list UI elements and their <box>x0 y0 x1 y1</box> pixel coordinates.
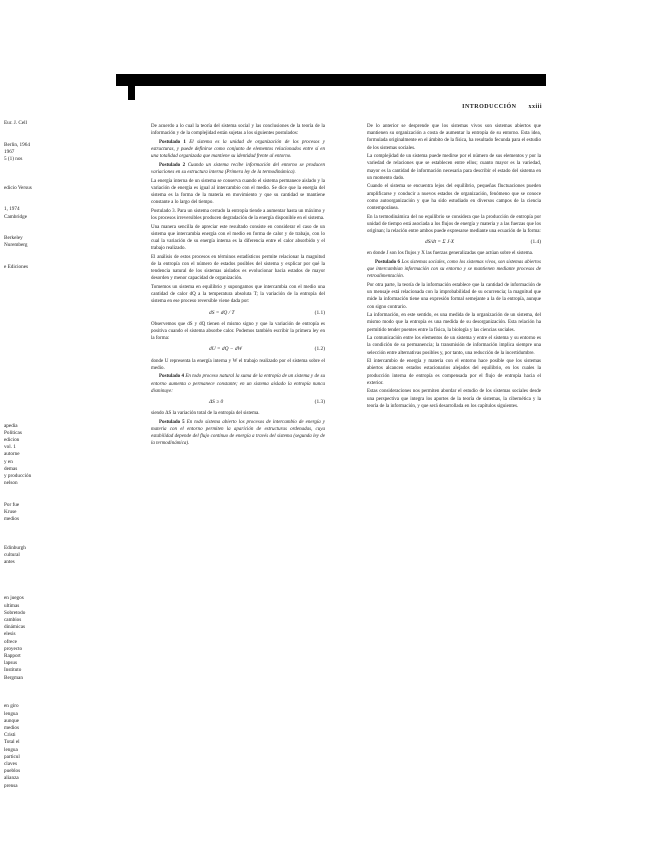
margin-note: antes <box>4 559 15 566</box>
margin-note <box>4 134 44 141</box>
paragraph-text: siendo ΔS la variación total de la entropía del sistema. <box>151 411 260 417</box>
margin-note: particul <box>4 753 20 760</box>
paragraph-text: Postulado 3. Para un sistema cerrado la entropía tiende a aumentar hasta un máximo y los procesos irreversibles producen degradación de la energía disponible en el sistema. <box>151 208 325 221</box>
paragraph-text: Una manera sencilla de apreciar este resultado consiste en considerar el caso de un sistema que intercambia energía con el medio en forma de calor y de trabajo, con lo cual la variación de su energía interna es la diferencia entre el calor absorbido y el trabajo realizado. <box>151 224 325 252</box>
equation-expression: ΔS ≥ 0 <box>209 399 224 406</box>
margin-note: Cristi <box>4 732 16 739</box>
paragraph <box>367 282 541 311</box>
margin-note <box>4 199 44 206</box>
paragraph-text: La complejidad de un sistema puede medirse por el número de sus elementos y por la variedad de relaciones que se establecen entre ellos; cuanto mayor es la variedad, mayor es la cantidad de información necesaria para describir el estado del sistema en un momento dado. <box>367 154 541 181</box>
equation <box>367 239 541 246</box>
paragraph-text: Cuando el sistema se encuentra lejos del equilibrio, pequeñas fluctuaciones pueden amplificarse y conducir a nuevos estados de organización, fenómeno que se conoce como autoorganización y que ha sido estudiado en diversos campos de la ciencia contemporánea. <box>367 184 541 212</box>
margin-note <box>4 192 44 199</box>
margin-notes <box>4 120 44 790</box>
margin-note <box>4 178 44 185</box>
equation <box>151 346 325 353</box>
margin-note <box>4 696 44 703</box>
margin-note: aunque <box>4 717 19 724</box>
paragraph <box>151 123 325 137</box>
margin-note <box>4 531 44 538</box>
running-head <box>354 104 542 110</box>
margin-note: Por fue <box>4 501 20 508</box>
margin-note: Kruse <box>4 508 17 515</box>
postulate-label: Postulado 2 <box>159 162 186 168</box>
margin-note: 5 (1) nos <box>4 156 23 163</box>
margin-note: e Ediciones <box>4 264 29 271</box>
postulate-text: En todo proceso natural la suma de la entropía de un sistema y de su entorno aumenta o permanece constante; en un sistema aislado la entropía nunca disminuye: <box>151 374 325 394</box>
margin-note <box>4 271 44 278</box>
running-title: INTRODUCCIÓN <box>462 104 517 110</box>
margin-note: Total el <box>4 739 20 746</box>
margin-note: prensa <box>4 782 18 789</box>
margin-note: y producción <box>4 472 32 479</box>
paragraph <box>151 224 325 253</box>
postulate-paragraph <box>151 139 325 161</box>
margin-note: medios <box>4 516 19 523</box>
margin-note <box>4 523 44 530</box>
margin-note: dinámicas <box>4 624 26 631</box>
margin-note <box>4 228 44 235</box>
margin-note: lapsus <box>4 660 17 667</box>
margin-note <box>4 495 44 502</box>
margin-note <box>4 163 44 170</box>
margin-note: Sobretodo <box>4 609 26 616</box>
margin-note <box>4 401 44 408</box>
paragraph-text: La comunicación entre los elementos de un sistema y entre el sistema y su entorno es la condición de su permanencia; la transmisión de información implica siempre una selección entre alternativas posibles y, por tanto, una reducción de la incertidumbre. <box>367 336 541 356</box>
margin-note <box>4 358 44 365</box>
margin-note <box>4 314 44 321</box>
postulate-paragraph <box>367 259 541 281</box>
paragraph <box>367 250 541 257</box>
margin-note: demas <box>4 465 18 472</box>
margin-note <box>4 538 44 545</box>
paragraph <box>151 208 325 222</box>
equation-number: (1.1) <box>314 309 325 316</box>
margin-note <box>4 581 44 588</box>
margin-note <box>4 278 44 285</box>
margin-note <box>4 250 44 257</box>
margin-note: claves <box>4 761 17 768</box>
margin-note: Edinburgh <box>4 544 26 551</box>
margin-note <box>4 487 44 494</box>
paragraph <box>367 312 541 334</box>
margin-tab <box>128 86 135 100</box>
paragraph-text: Estas consideraciones nos permiten abordar el estudio de los sistemas sociales desde una perspectiva que integra los aportes de la teoría de sistemas, la cibernética y la teoría de la información, y que será desarrollada en los capítulos siguientes. <box>367 389 541 409</box>
paragraph <box>151 254 325 283</box>
margin-note <box>4 415 44 422</box>
margin-note: lengua <box>4 710 18 717</box>
paragraph-text: Por otra parte, la teoría de la información establece que la cantidad de información de un mensaje está relacionada con la improbabilidad de su ocurrencia; la magnitud que mide la información tiene una expresión formal semejante a la de la entropía, aunque con signo contrario. <box>367 283 541 310</box>
margin-note: cambios <box>4 617 22 624</box>
margin-note: ultimas <box>4 602 20 609</box>
margin-note <box>4 221 44 228</box>
postulate-paragraph <box>151 419 325 448</box>
postulate-text: El sistema es la unidad de organización de los procesos y estructuras, y puede definirse como conjunto de elementos relacionados entre sí en una totalidad organizada que mantiene su identidad frente al entorno. <box>151 139 325 160</box>
paragraph <box>367 153 541 182</box>
equation-expression: dS = dQ / T <box>209 309 235 316</box>
margin-note: Instituto <box>4 667 22 674</box>
postulate-label: Postulado 1 <box>159 139 186 145</box>
margin-note: Rapport <box>4 653 21 660</box>
margin-note: vol. 1 <box>4 444 16 451</box>
paragraph-text: De acuerdo a lo cual la teoría del sistema social y las conclusiones de la teoría de la información y de la complejidad están sujetas a los siguientes postulados: <box>151 124 325 137</box>
postulate-text: Los sistemas sociales, como los sistemas vivos, son sistemas abiertos que intercambian información con su entorno y se mantienen mediante procesos de retroalimentación. <box>367 260 542 280</box>
margin-note <box>4 336 44 343</box>
margin-note: Cambridge <box>4 213 28 220</box>
margin-note: en juegos <box>4 595 24 602</box>
margin-note <box>4 689 44 696</box>
margin-note <box>4 588 44 595</box>
margin-note <box>4 300 44 307</box>
margin-note: cultural <box>4 552 20 559</box>
margin-note: Berlin, 1964 <box>4 141 30 148</box>
margin-note <box>4 365 44 372</box>
header-rule <box>116 74 546 86</box>
margin-note <box>4 351 44 358</box>
margin-note <box>4 372 44 379</box>
paragraph <box>367 388 541 410</box>
paragraph <box>367 123 541 152</box>
equation <box>151 399 325 406</box>
margin-note: autorne <box>4 451 20 458</box>
margin-note <box>4 329 44 336</box>
margin-note <box>4 387 44 394</box>
paragraph <box>151 284 325 306</box>
margin-note <box>4 322 44 329</box>
margin-note <box>4 343 44 350</box>
paragraph <box>151 358 325 372</box>
margin-note <box>4 293 44 300</box>
paragraph-text: La información, en este sentido, es una medida de la organización de un sistema, del mismo modo que la entropía es una medida de su desorganización. Esta relación ha permitido tender puentes entre la física, la biología y las ciencias sociales. <box>367 313 541 333</box>
margin-note <box>4 127 44 134</box>
postulate-label: Postulado 6 <box>375 260 401 266</box>
equation <box>151 310 325 317</box>
paragraph-text: Tomemos un sistema en equilibrio y supongamos que intercambia con el medio una cantidad de calor dQ a la temperatura absoluta T; la variación de la entropía del sistema en ese proceso reversible viene dada por: <box>151 285 325 305</box>
equation-number: (1.3) <box>314 399 325 406</box>
equation-expression: dU = dQ − dW <box>209 346 243 353</box>
margin-note <box>4 170 44 177</box>
postulate-paragraph <box>151 373 325 395</box>
margin-note: Nuremberg <box>4 242 28 249</box>
margin-note: alianza <box>4 775 19 782</box>
paragraph <box>151 178 325 207</box>
margin-note <box>4 408 44 415</box>
postulate-paragraph <box>151 162 325 176</box>
margin-note: en giro <box>4 703 19 710</box>
postulate-label: Postulado 5 <box>159 419 185 425</box>
paragraph <box>367 214 541 236</box>
margin-note <box>4 567 44 574</box>
margin-note: edicion <box>4 436 20 443</box>
paragraph-text: El análisis de estos procesos en términos estadísticos permite relacionar la magnitud de la entropía con el número de estados posibles del sistema y explicar por qué la tendencia natural de los sistemas aislados es evolucionar hacia estados de mayor desorden y menor capacidad de organización. <box>151 254 325 282</box>
equation-number: (1.2) <box>314 346 325 353</box>
paragraph <box>367 335 541 357</box>
margin-note: edicio Versus <box>4 184 32 191</box>
margin-note <box>4 257 44 264</box>
margin-note: Berkeley <box>4 235 23 242</box>
paragraph <box>151 321 325 343</box>
right-column <box>367 123 541 411</box>
postulate-text: En todo sistema abierto los procesos de intercambio de energía y materia con el entorno permiten la aparición de estructuras ordenadas, cuya estabilidad depende del flujo continuo de energía a través del sistema (segunda ley de la termodinámica). <box>151 419 325 447</box>
left-column <box>151 123 325 449</box>
paragraph-text: En la termodinámica del no equilibrio se considera que la producción de entropía por unidad de tiempo está asociada a los flujos de energía y materia y a las fuerzas que los originan; la relación entre ambos puede expresarse mediante una ecuación de la forma: <box>367 214 541 235</box>
page-number: xxiii <box>528 104 542 110</box>
margin-note: ofrece <box>4 638 17 645</box>
margin-note: 1, 1974 <box>4 206 20 213</box>
margin-note: pueblos <box>4 768 21 775</box>
equation-number: (1.4) <box>530 239 541 246</box>
margin-note <box>4 682 44 689</box>
margin-note: Eur. J. Cell <box>4 120 28 126</box>
margin-note: 1967 <box>4 148 15 155</box>
margin-note <box>4 379 44 386</box>
margin-note: apedia <box>4 422 18 429</box>
paragraph-text: donde U representa la energía interna y W el trabajo realizado por el sistema sobre el medio. <box>151 358 325 371</box>
margin-note: lengua <box>4 746 18 753</box>
margin-note: proyecto <box>4 645 23 652</box>
paragraph <box>151 410 325 417</box>
margin-note <box>4 307 44 314</box>
postulate-text: Cuando un sistema recibe información del entorno se producen variaciones en su estructura interna (Primera ley de la termodinámica). <box>151 162 325 175</box>
paragraph-text: La energía interna de un sistema se conserva cuando el sistema permanece aislado y la variación de energía es igual al intercambio con el medio. Se dice que la energía del sistema es la forma de la materia en movimiento y que su cantidad se mantiene constante a lo largo del tiempo. <box>151 178 325 206</box>
paragraph <box>367 358 541 387</box>
margin-note <box>4 574 44 581</box>
margin-note: elesis <box>4 631 16 638</box>
paragraph-text: El intercambio de energía y materia con el entorno hace posible que los sistemas abiertos alcancen estados estacionarios alejados del equilibrio, en los cuales la producción interna de entropía es compensada por el flujo de entropía hacia el exterior. <box>367 359 541 386</box>
margin-note <box>4 286 44 293</box>
margin-note <box>4 394 44 401</box>
margin-note: y en <box>4 458 13 465</box>
margin-note: nelson <box>4 480 18 487</box>
margin-note: Bergman <box>4 674 23 681</box>
paragraph-text: Observemos que dS y dQ tienen el mismo signo y que la variación de entropía es positiva cuando el sistema absorbe calor. Podemos también escribir la primera ley en la forma: <box>151 321 325 342</box>
paragraph <box>367 183 541 212</box>
paragraph-text: De lo anterior se desprende que los sistemas vivos son sistemas abiertos que mantienen su organización a costa de aumentar la entropía de su entorno. Esta idea, formulada originalmente en el ámbito de la física, ha resultado fecunda para el estudio de los sistemas sociales. <box>367 124 541 151</box>
postulate-label: Postulado 4 <box>159 374 184 380</box>
margin-note: medios <box>4 725 19 732</box>
paragraph-text: en donde J son los flujos y X las fuerzas generalizadas que actúan sobre el sistema. <box>367 251 534 257</box>
equation-expression: dS/dt = Σ J·X <box>425 239 454 246</box>
margin-note: Políticas <box>4 429 22 436</box>
